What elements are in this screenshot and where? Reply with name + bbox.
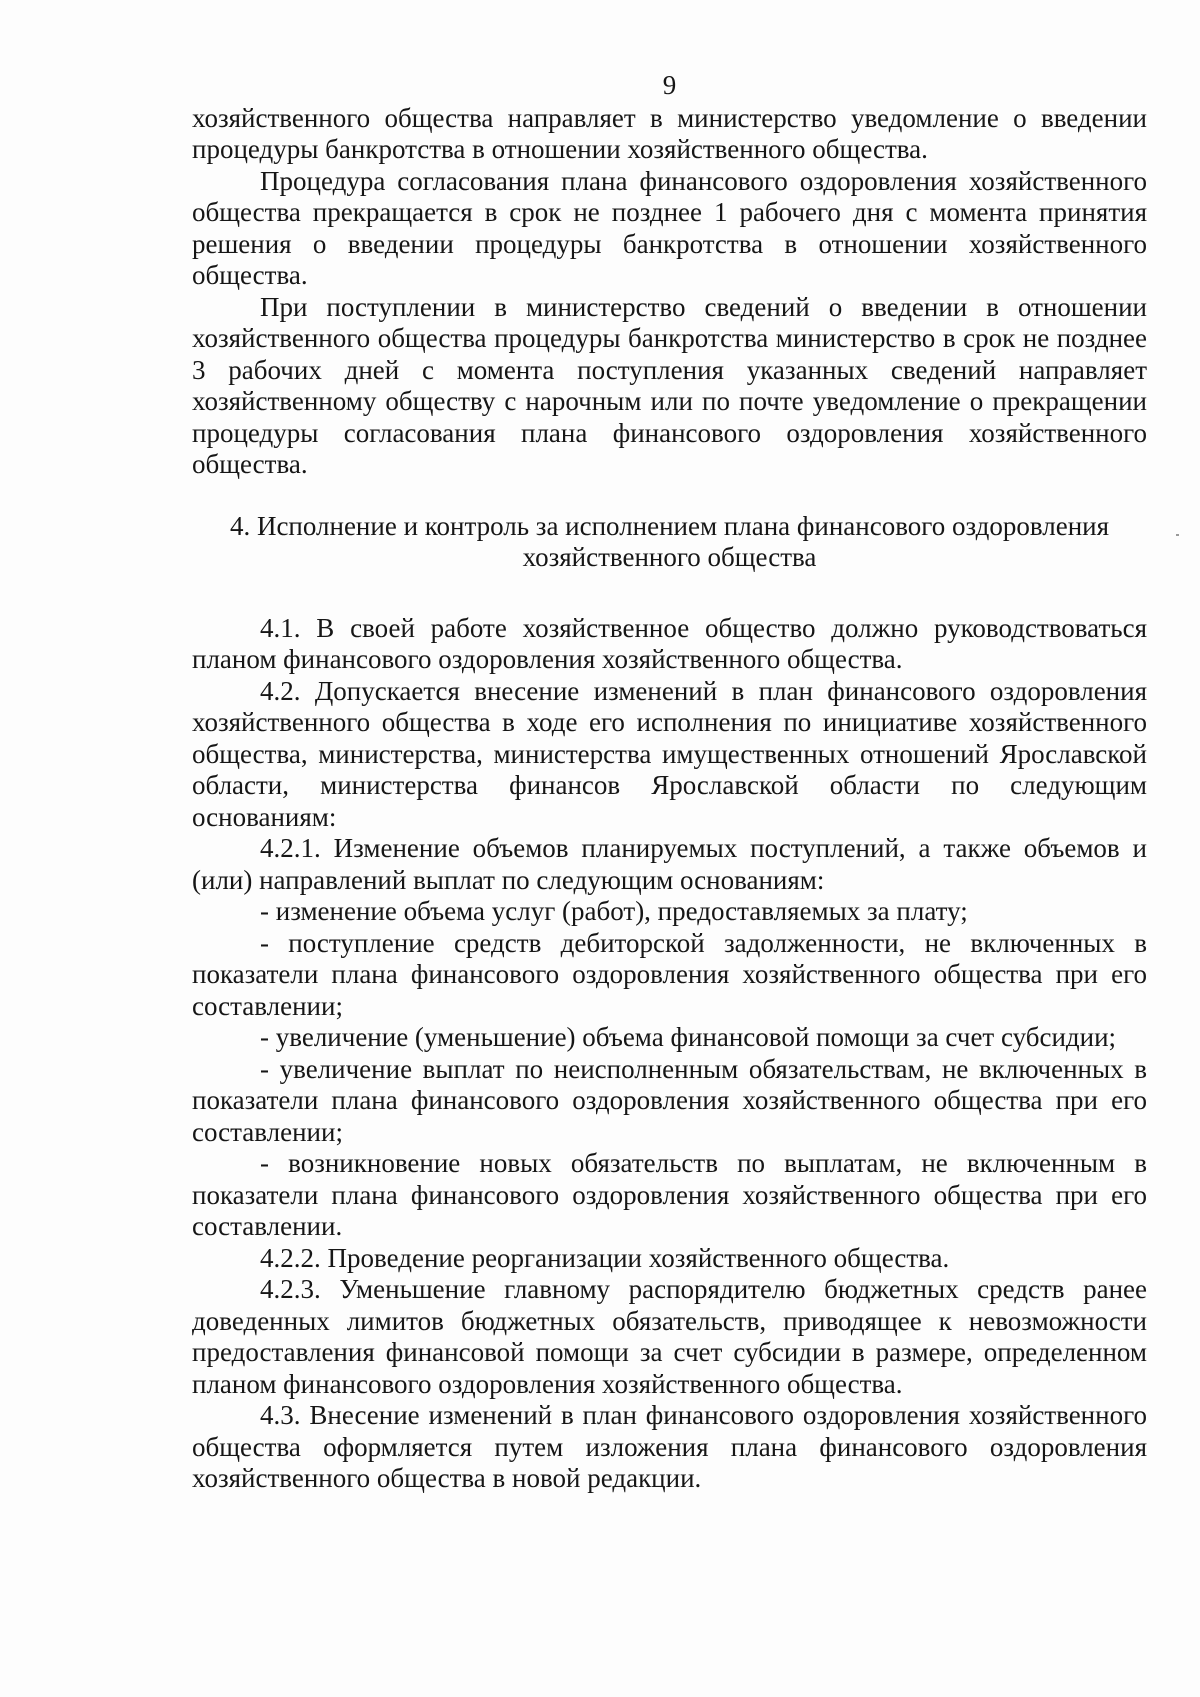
list-item: - увеличение (уменьшение) объема финансовой помощи за счет субсидии; (260, 1022, 1117, 1052)
paragraph: Процедура согласования плана финансового оздоровления хозяйственного общества прекращается в срок не позднее 1 рабочего дня с момента принятия решения о введении процедуры банкротства в отношении хозяйственного общества. (192, 165, 1147, 290)
section-heading-line: хозяйственного общества (522, 542, 817, 572)
list-item: - изменение объема услуг (работ), предоставляемых за плату; (260, 896, 968, 926)
list-item: - поступление средств дебиторской задолженности, не включенных в показатели плана финансового оздоровления хозяйственного общества при его составлении; (192, 927, 1147, 1021)
paragraph: 4.2.3. Уменьшение главному распорядителю бюджетных средств ранее доведенных лимитов бюджетных обязательств, приводящее к невозможности предоставления финансовой помощи за счет субсидии в размере, определенном планом финансового оздоровления хозяйственного общества. (192, 1274, 1147, 1399)
paragraph: 4.2.1. Изменение объемов планируемых поступлений, а также объемов и (или) направлений выплат по следующим основаниям: (192, 833, 1147, 895)
list-item: - возникновение новых обязательств по выплатам, не включенным в показатели плана финансового оздоровления хозяйственного общества при его составлении. (192, 1148, 1147, 1241)
document-body (192, 70, 1147, 1495)
section-heading-line: 4. Исполнение и контроль за исполнением плана финансового оздоровления (229, 510, 1110, 541)
paragraph: 4.2.2. Проведение реорганизации хозяйственного общества. (260, 1242, 950, 1273)
section-heading (192, 511, 1147, 574)
paragraph: 4.1. В своей работе хозяйственное общество должно руководствоваться планом финансового оздоровления хозяйственного общества. (192, 612, 1147, 674)
page-number: 9 (662, 70, 677, 100)
paragraph: хозяйственного общества направляет в министерство уведомление о введении процедуры банкротства в отношении хозяйственного общества. (192, 102, 1147, 164)
paragraph: При поступлении в министерство сведений о введении в отношении хозяйственного общества процедуры банкротства министерство в срок не позднее 3 рабочих дней с момента поступления указанных сведений направляет хозяйственному обществу с нарочным или по почте уведомление о прекращении процедуры согласования плана финансового оздоровления хозяйственного общества. (192, 291, 1147, 479)
scan-speck (1176, 534, 1179, 536)
list-item: - увеличение выплат по неисполненным обязательствам, не включенных в показатели плана финансового оздоровления хозяйственного общества при его составлении; (192, 1053, 1147, 1147)
paragraph: 4.2. Допускается внесение изменений в план финансового оздоровления хозяйственного общества в ходе его исполнения по инициативе хозяйственного общества, министерства, министерства имущественных отношений Ярославской области, министерства финансов Ярославской области по следующим основаниям: (192, 675, 1147, 832)
paragraph: 4.3. Внесение изменений в план финансового оздоровления хозяйственного общества оформляется путем изложения плана финансового оздоровления хозяйственного общества в новой редакции. (192, 1400, 1147, 1493)
